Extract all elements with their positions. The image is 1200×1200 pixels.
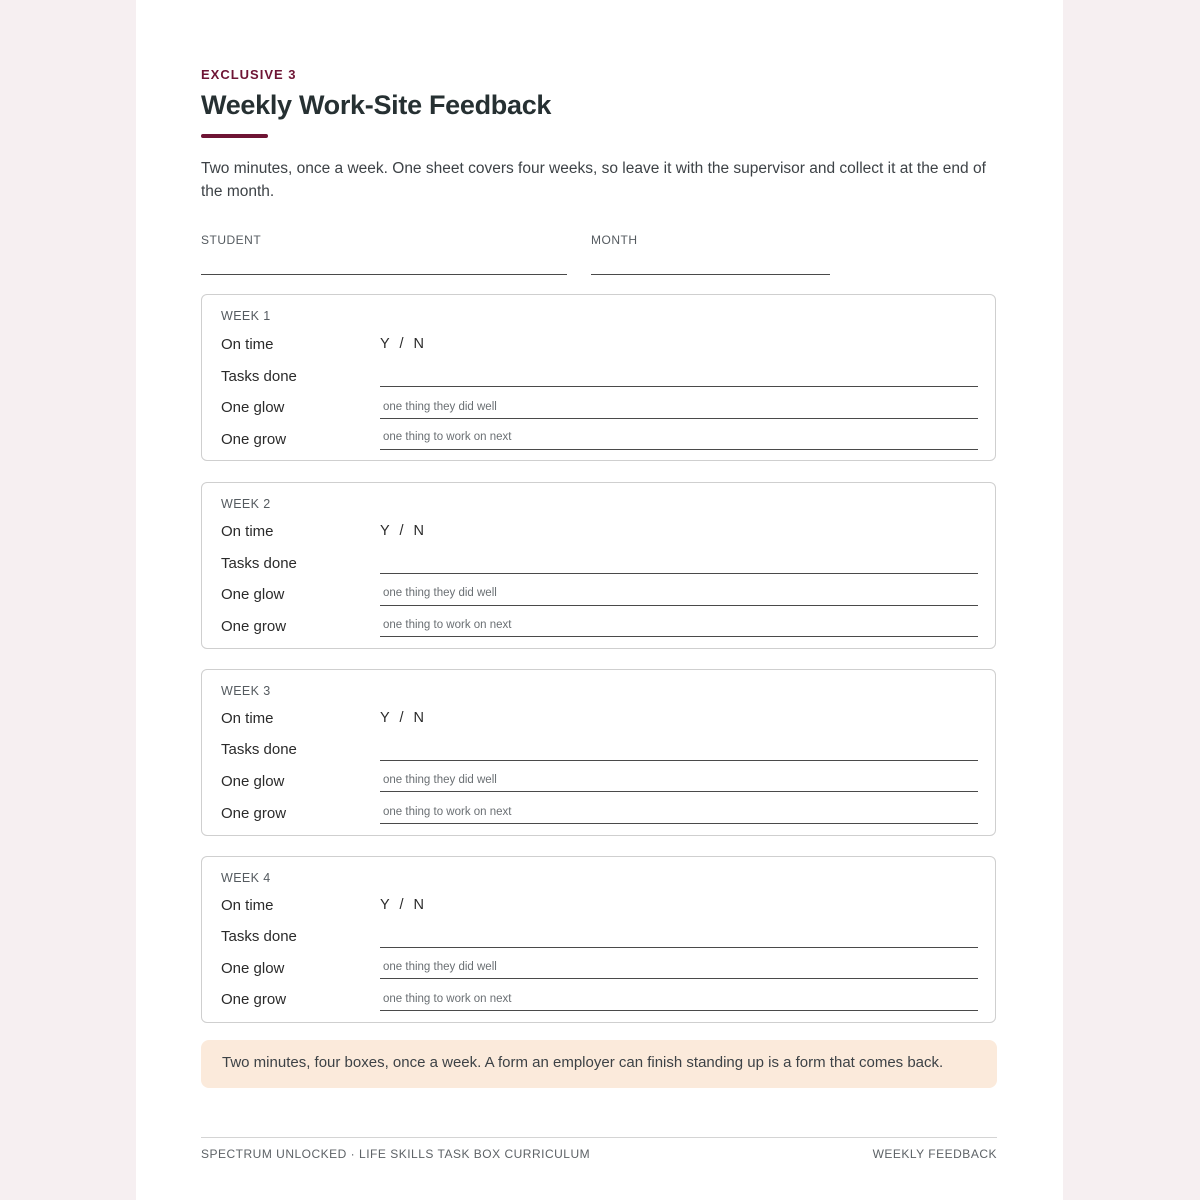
title-underline-accent — [201, 134, 268, 138]
intro-paragraph: Two minutes, once a week. One sheet covers four weeks, so leave it with the supervisor and collect it at the end of the month. — [201, 160, 986, 200]
month-field-line[interactable] — [591, 274, 830, 275]
on-time-label: On time — [221, 710, 274, 727]
one-glow-line[interactable] — [380, 418, 978, 419]
on-time-label: On time — [221, 523, 274, 540]
one-glow-label: One glow — [221, 399, 285, 416]
section-kicker: EXCLUSIVE 3 — [201, 67, 297, 82]
week-label: WEEK 1 — [221, 309, 271, 323]
week-card — [201, 856, 996, 1023]
tasks-done-line[interactable] — [380, 386, 978, 387]
one-glow-label: One glow — [221, 773, 285, 790]
on-time-yes-no[interactable]: Y / N — [380, 897, 425, 913]
student-field-line[interactable] — [201, 274, 567, 275]
one-glow-hint: one thing they did well — [383, 401, 497, 413]
on-time-yes-no[interactable]: Y / N — [380, 336, 425, 352]
footer-divider — [201, 1137, 997, 1138]
page-title: Weekly Work-Site Feedback — [201, 90, 552, 120]
tasks-done-label: Tasks done — [221, 555, 297, 572]
on-time-label: On time — [221, 336, 274, 353]
tasks-done-label: Tasks done — [221, 741, 297, 758]
week-card — [201, 482, 996, 649]
one-grow-hint: one thing to work on next — [383, 619, 512, 631]
on-time-yes-no[interactable]: Y / N — [380, 710, 425, 726]
student-field-label: STUDENT — [201, 233, 262, 247]
one-grow-line[interactable] — [380, 449, 978, 450]
worksheet-page — [136, 0, 1063, 1200]
one-grow-line[interactable] — [380, 823, 978, 824]
tasks-done-line[interactable] — [380, 760, 978, 761]
one-grow-hint: one thing to work on next — [383, 806, 512, 818]
one-grow-line[interactable] — [380, 636, 978, 637]
one-grow-label: One grow — [221, 431, 287, 448]
tip-callout: Two minutes, four boxes, once a week. A form an employer can finish standing up is a form that comes back. — [201, 1040, 997, 1088]
week-label: WEEK 3 — [221, 684, 271, 698]
one-glow-hint: one thing they did well — [383, 774, 497, 786]
tasks-done-line[interactable] — [380, 573, 978, 574]
one-grow-label: One grow — [221, 805, 287, 822]
on-time-label: On time — [221, 897, 274, 914]
one-glow-label: One glow — [221, 960, 285, 977]
on-time-yes-no[interactable]: Y / N — [380, 523, 425, 539]
one-glow-line[interactable] — [380, 791, 978, 792]
tasks-done-label: Tasks done — [221, 368, 297, 385]
tasks-done-label: Tasks done — [221, 928, 297, 945]
one-glow-line[interactable] — [380, 978, 978, 979]
one-grow-label: One grow — [221, 618, 287, 635]
one-glow-hint: one thing they did well — [383, 961, 497, 973]
footer-curriculum-name: SPECTRUM UNLOCKED · LIFE SKILLS TASK BOX CURRICULUM — [201, 1147, 591, 1161]
one-glow-line[interactable] — [380, 605, 978, 606]
one-grow-hint: one thing to work on next — [383, 993, 512, 1005]
one-glow-label: One glow — [221, 586, 285, 603]
one-grow-line[interactable] — [380, 1010, 978, 1011]
week-card — [201, 669, 996, 836]
month-field-label: MONTH — [591, 233, 638, 247]
one-grow-label: One grow — [221, 991, 287, 1008]
footer-page-name: WEEKLY FEEDBACK — [872, 1147, 997, 1161]
week-label: WEEK 2 — [221, 497, 271, 511]
one-glow-hint: one thing they did well — [383, 587, 497, 599]
week-label: WEEK 4 — [221, 871, 271, 885]
week-card — [201, 294, 996, 461]
one-grow-hint: one thing to work on next — [383, 431, 512, 443]
tasks-done-line[interactable] — [380, 947, 978, 948]
